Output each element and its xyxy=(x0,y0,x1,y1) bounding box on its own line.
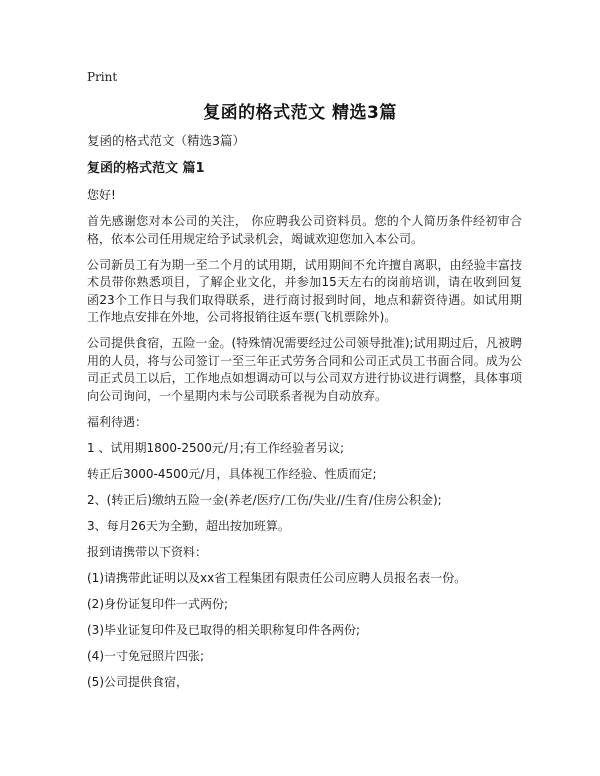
material-item: (2)身份证复印件一式两份; xyxy=(87,596,229,611)
benefits-label: 福利待遇： xyxy=(87,414,148,429)
document-title: 复函的格式范文 精选3篇 xyxy=(203,103,397,123)
print-link[interactable]: Print xyxy=(87,70,118,84)
material-item: (1)请携带此证明以及xx省工程集团有限责任公司应聘人员报名表一份。 xyxy=(87,570,467,585)
benefit-item: 转正后3000-4500元/月，具体视工作经验、性质而定; xyxy=(87,466,377,481)
benefit-item: 2、(转正后)缴纳五险一金(养老/医疗/工伤/失业//生育/住房公积金); xyxy=(87,492,442,507)
document-body xyxy=(87,132,522,700)
section-heading: 复函的格式范文 篇1 xyxy=(87,161,205,176)
document-subtitle: 复函的格式范文（精选3篇） xyxy=(87,133,245,148)
material-item: (5)公司提供食宿， xyxy=(87,674,188,689)
body-paragraph: 公司提供食宿，五险一金。(特殊情况需要经过公司领导批准);试用期过后，凡被聘用的人员，将与公司签订一至三年正式劳务合同和公司正式员工书面合同。成为公司正式员工以后，工作地点如想调动可以与公司双方进行协议进行调整，具体事项向公司询问，一个星期内未与公司联系者视为自动放弃。 xyxy=(87,336,522,403)
materials-label: 报到请携带以下资料： xyxy=(87,544,208,559)
material-item: (3)毕业证复印件及已取得的相关职称复印件各两份; xyxy=(87,622,361,637)
material-item: (4)一寸免冠照片四张; xyxy=(87,648,205,663)
benefit-item: 1 、试用期1800-2500元/月;有工作经验者另议; xyxy=(87,440,344,455)
body-paragraph: 首先感谢您对本公司的关注， 你应聘我公司资料员。您的个人简历条件经初审合格，依本公司任用规定给予试录机会，竭诚欢迎您加入本公司。 xyxy=(87,214,522,246)
greeting: 您好! xyxy=(87,188,116,202)
benefit-item: 3、每月26天为全勤，超出按加班算。 xyxy=(87,518,290,533)
body-paragraph: 公司新员工有为期一至二个月的试用期，试用期间不允许擅自离职，由经验丰富技术员带你熟悉项目，了解企业文化，并参加15天左右的岗前培训，请在收到回复函23个工作日与我们取得联系，进行商讨报到时间，地点和薪资待遇。如试用期工作地点安排在外地，公司将报销往返车票(飞机票除外)。 xyxy=(87,257,522,324)
